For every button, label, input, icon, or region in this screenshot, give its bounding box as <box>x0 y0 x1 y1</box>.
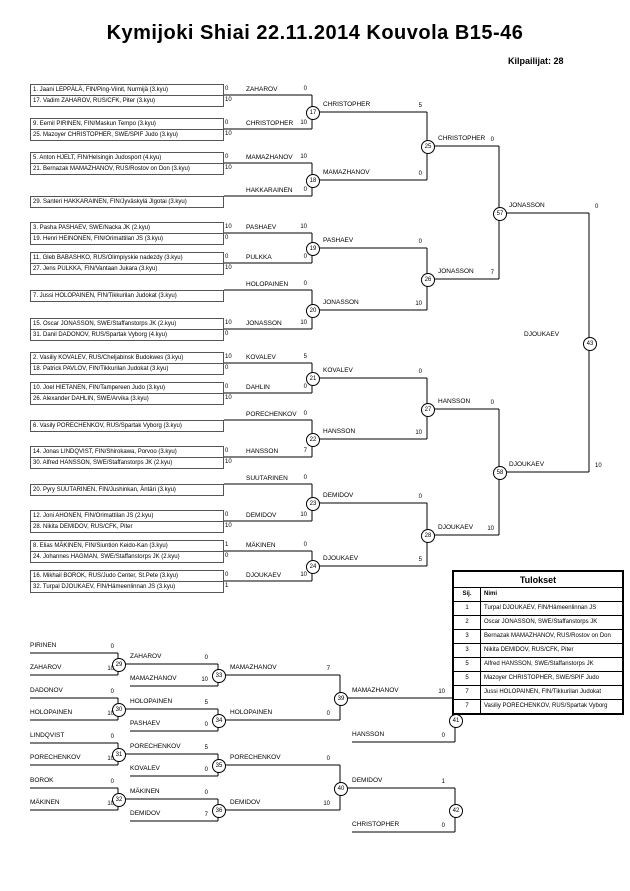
match-circle: 40 <box>334 782 348 796</box>
match-score: 10 <box>300 320 307 326</box>
result-name: Vasiliy PORECHENKOV, RUS/Spartak Vyborg <box>484 703 608 709</box>
match-circle: 36 <box>212 804 226 818</box>
result-name: Bernazak MAMAZHANOV, RUS/Rostov on Don <box>484 633 611 639</box>
repechage-entry: KOVALEV <box>130 765 160 772</box>
match-score: 0 <box>326 711 330 717</box>
match-score: 0 <box>490 137 494 143</box>
box-score: 0 <box>225 154 229 160</box>
player-box: 9. Eemil PIRINEN, FIN/Maskun Tempo (3.kyu) <box>30 118 224 130</box>
player-box: 10. Joel HIETANEN, FIN/Tampereen Judo (3.kyu) <box>30 382 224 394</box>
player-box: 31. Danil DADONOV, RUS/Spartak Vyborg (4.kyu) <box>30 329 224 341</box>
match-circle: 27 <box>421 403 435 417</box>
box-score: 10 <box>225 165 232 171</box>
match-score: 1 <box>441 779 445 785</box>
match-circle: 58 <box>493 466 507 480</box>
match-score: 0 <box>204 767 208 773</box>
box-score: 10 <box>225 131 232 137</box>
match-score: 10 <box>595 463 602 469</box>
result-name: Alfred HANSSON, SWE/Staffanstorps JK <box>484 661 594 667</box>
match-score: 0 <box>303 384 307 390</box>
match-score: 0 <box>204 655 208 661</box>
winner-label: JONASSON <box>509 202 545 209</box>
match-score: 0 <box>110 689 114 695</box>
match-score: 10 <box>487 526 494 532</box>
result-name: Turpal DJOUKAEV, FIN/Hämeenlinnan JS <box>484 605 597 611</box>
winner-label: PORECHENKOV <box>130 743 181 750</box>
champion-label: DJOUKAEV <box>524 331 560 338</box>
box-score: 10 <box>225 97 232 103</box>
match-score: 0 <box>418 494 422 500</box>
match-circle: 39 <box>334 692 348 706</box>
winner-label: JONASSON <box>438 268 474 275</box>
match-score: 5 <box>303 354 307 360</box>
player-box: 18. Patrick PAVLOV, FIN/Tikkurilan Judokat (3.kyu) <box>30 363 224 375</box>
winner-label: PORECHENKOV <box>246 411 297 418</box>
player-box: 26. Alexander DAHLIN, SWE/Arvika (3.kyu) <box>30 393 224 405</box>
match-circle: 19 <box>306 242 320 256</box>
match-score: 10 <box>300 224 307 230</box>
match-score: 10 <box>201 677 208 683</box>
result-rank: 3 <box>454 644 481 657</box>
box-score: 10 <box>225 265 232 271</box>
box-score: 0 <box>225 331 229 337</box>
box-score: 10 <box>225 523 232 529</box>
match-circle: 24 <box>306 560 320 574</box>
match-score: 0 <box>418 369 422 375</box>
repechage-name: PIRINEN <box>30 642 57 649</box>
results-table <box>452 570 624 715</box>
winner-label: CHRISTOPHER <box>246 120 294 127</box>
repechage-name: DADONOV <box>30 687 63 694</box>
box-score: 0 <box>225 384 229 390</box>
match-circle: 33 <box>212 669 226 683</box>
results-header-row <box>454 587 622 601</box>
box-score: 10 <box>225 224 232 230</box>
match-score: 0 <box>303 542 307 548</box>
winner-label: DJOUKAEV <box>246 572 282 579</box>
match-circle: 25 <box>421 140 435 154</box>
winner-label: CHRISTOPHER <box>323 101 371 108</box>
player-box: 29. Santeri HAKKARAINEN, FIN/Jyväskylä JIgotai (3.kyu) <box>30 196 224 208</box>
winner-label: DJOUKAEV <box>438 524 474 531</box>
match-score: 5 <box>418 557 422 563</box>
match-score: 10 <box>300 572 307 578</box>
results-header-rank: Sij. <box>454 588 481 601</box>
match-score: 5 <box>418 103 422 109</box>
player-box: 32. Turpal DJOUKAEV, FIN/Hämeenlinnan JS (3.kyu) <box>30 581 224 593</box>
match-score: 10 <box>107 711 114 717</box>
winner-label: DAHLIN <box>246 384 270 391</box>
match-circle: 31 <box>112 748 126 762</box>
table-row <box>454 657 622 671</box>
winner-label: SUUTARINEN <box>246 475 288 482</box>
match-circle: 21 <box>306 372 320 386</box>
table-row <box>454 629 622 643</box>
match-score: 7 <box>204 812 208 818</box>
player-box: 30. Alfred HANSSON, SWE/Staffanstorps JK (2.kyu) <box>30 457 224 469</box>
player-box: 19. Henri HEINONEN, FIN/Orimattilan JS (3.kyu) <box>30 233 224 245</box>
match-score: 0 <box>303 411 307 417</box>
winner-label: MÄKINEN <box>130 788 160 795</box>
match-score: 10 <box>107 801 114 807</box>
match-circle: 34 <box>212 714 226 728</box>
results-title: Tulokset <box>519 575 557 585</box>
match-score: 0 <box>110 779 114 785</box>
repechage-name: BOROK <box>30 777 54 784</box>
box-score: 10 <box>225 320 232 326</box>
repechage-name: MÄKINEN <box>30 799 60 806</box>
winner-label: HOLOPAINEN <box>246 281 289 288</box>
winner-label: ZAHAROV <box>130 653 162 660</box>
match-circle: 17 <box>306 106 320 120</box>
player-box: 6. Vasily PORECHENKOV, RUS/Spartak Vyborg (3.kyu) <box>30 420 224 432</box>
box-score: 0 <box>225 86 229 92</box>
box-score: 0 <box>225 365 229 371</box>
player-box: 20. Pyry SUUTARINEN, FIN/Jushinkan, Äntäri (3.kyu) <box>30 484 224 496</box>
box-score: 0 <box>225 553 229 559</box>
result-name: Nikita DEMIDOV, RUS/CFK, Piter <box>484 647 574 653</box>
winner-label: DJOUKAEV <box>509 461 545 468</box>
table-row <box>454 699 622 713</box>
winner-label: PULKKA <box>246 254 272 261</box>
match-score: 10 <box>300 512 307 518</box>
repechage-entry: HANSSON <box>352 731 385 738</box>
winner-label: HANSSON <box>438 398 471 405</box>
match-circle: 23 <box>306 497 320 511</box>
match-circle: 32 <box>112 793 126 807</box>
player-box: 24. Johannes HAGMAN, SWE/Staffanstorps JK (2.kyu) <box>30 551 224 563</box>
box-score: 1 <box>225 583 229 589</box>
box-score: 0 <box>225 235 229 241</box>
match-circle: 42 <box>449 804 463 818</box>
winner-label: MÄKINEN <box>246 542 276 549</box>
match-circle: 57 <box>493 207 507 221</box>
result-name: Oscar JONASSON, SWE/Staffanstorps JK <box>484 619 598 625</box>
match-score: 7 <box>490 270 494 276</box>
table-row <box>454 643 622 657</box>
match-circle: 26 <box>421 273 435 287</box>
player-box: 5. Anton HJELT, FIN/Helsingin Judosport (4.kyu) <box>30 152 224 164</box>
winner-label: MAMAZHANOV <box>352 687 399 694</box>
winner-label: DEMIDOV <box>323 492 354 499</box>
repechage-entry: CHRISTOPHER <box>352 821 400 828</box>
match-score: 0 <box>490 400 494 406</box>
winner-label: KOVALEV <box>246 354 276 361</box>
match-circle: 30 <box>112 703 126 717</box>
player-box: 27. Jens PULKKA, FIN/Vantaan Jukara (3.kyu) <box>30 263 224 275</box>
match-score: 10 <box>415 301 422 307</box>
repechage-entry: PASHAEV <box>130 720 161 727</box>
winner-label: JONASSON <box>246 320 282 327</box>
box-score: 10 <box>225 459 232 465</box>
winner-label: PASHAEV <box>323 237 354 244</box>
player-box: 17. Vadim ZAHAROV, RUS/CFK, Piter (3.kyu) <box>30 95 224 107</box>
result-rank: 7 <box>454 700 481 713</box>
winner-label: HOLOPAINEN <box>230 709 273 716</box>
box-score: 0 <box>225 572 229 578</box>
match-circle: 41 <box>449 714 463 728</box>
player-box: 28. Nikita DEMIDOV, RUS/CFK, Piter <box>30 521 224 533</box>
player-box: 25. Mazoyer CHRISTOPHER, SWE/SPIF Judo (3.kyu) <box>30 129 224 141</box>
winner-label: JONASSON <box>323 299 359 306</box>
winner-label: DJOUKAEV <box>323 555 359 562</box>
winner-label: KOVALEV <box>323 367 353 374</box>
player-box: 1. Jaani LEPPÄLÄ, FIN/Ping-Viinit, Nurmijä (3.kyu) <box>30 84 224 96</box>
box-score: 10 <box>225 354 232 360</box>
match-score: 7 <box>326 666 330 672</box>
winner-label: HAKKARAINEN <box>246 187 293 194</box>
repechage-name: LINDQVIST <box>30 732 65 739</box>
repechage-name: HOLOPAINEN <box>30 709 73 716</box>
box-score: 0 <box>225 448 229 454</box>
match-score: 7 <box>303 448 307 454</box>
winner-label: MAMAZHANOV <box>230 664 277 671</box>
repechage-entry: DEMIDOV <box>130 810 161 817</box>
player-box: 2. Vasiliy KOVALEV, RUS/Cheljabinsk Budokwes (3.kyu) <box>30 352 224 364</box>
repechage-name: ZAHAROV <box>30 664 62 671</box>
match-score: 0 <box>110 734 114 740</box>
winner-label: HOLOPAINEN <box>130 698 173 705</box>
player-box: 14. Jonas LINDQVIST, FIN/Shirokawa, Porvoo (3.kyu) <box>30 446 224 458</box>
result-rank: 2 <box>454 616 481 629</box>
box-score: 0 <box>225 512 229 518</box>
match-score: 10 <box>107 756 114 762</box>
winner-label: PASHAEV <box>246 224 277 231</box>
winner-label: HANSSON <box>246 448 279 455</box>
table-row <box>454 601 622 615</box>
table-row <box>454 685 622 699</box>
player-box: 3. Pasha PASHAEV, SWE/Nacka JK (2.kyu) <box>30 222 224 234</box>
winner-label: HANSSON <box>323 428 356 435</box>
box-score: 0 <box>225 254 229 260</box>
result-rank: 1 <box>454 602 481 615</box>
competitors-count: Kilpailijat: 28 <box>508 56 564 66</box>
result-rank: 3 <box>454 630 481 643</box>
winner-label: CHRISTOPHER <box>438 135 486 142</box>
winner-label: MAMAZHANOV <box>323 169 370 176</box>
winner-label: DEMIDOV <box>246 512 277 519</box>
match-score: 0 <box>303 475 307 481</box>
result-rank: 7 <box>454 686 481 699</box>
match-score: 0 <box>303 281 307 287</box>
match-score: 0 <box>326 756 330 762</box>
match-circle: 43 <box>583 337 597 351</box>
result-name: Mazoyer CHRISTOPHER, SWE/SPIF Judo <box>484 675 599 681</box>
winner-label: MAMAZHANOV <box>246 154 293 161</box>
player-box: 12. Joni AHONEN, FIN/Orimattilan JS (2.kyu) <box>30 510 224 522</box>
repechage-entry: MAMAZHANOV <box>130 675 177 682</box>
results-header-name: Nimi <box>484 591 498 597</box>
match-circle: 22 <box>306 433 320 447</box>
match-score: 0 <box>595 204 599 210</box>
match-score: 0 <box>110 644 114 650</box>
match-score: 5 <box>204 745 208 751</box>
match-score: 0 <box>441 733 445 739</box>
match-score: 0 <box>418 171 422 177</box>
winner-label: PORECHENKOV <box>230 754 281 761</box>
match-circle: 29 <box>112 658 126 672</box>
match-circle: 18 <box>306 174 320 188</box>
box-score: 0 <box>225 120 229 126</box>
match-score: 10 <box>300 120 307 126</box>
match-score: 0 <box>441 823 445 829</box>
match-circle: 35 <box>212 759 226 773</box>
match-score: 10 <box>107 666 114 672</box>
winner-label: DEMIDOV <box>230 799 261 806</box>
box-score: 10 <box>225 395 232 401</box>
player-box: 21. Bernazak MAMAZHANOV, RUS/Rostov on Don (3.kyu) <box>30 163 224 175</box>
repechage-name: PORECHENKOV <box>30 754 81 761</box>
match-score: 0 <box>418 239 422 245</box>
player-box: 15. Oscar JONASSON, SWE/Staffanstorps JK (2.kyu) <box>30 318 224 330</box>
match-score: 10 <box>323 801 330 807</box>
page-title: Kymijoki Shiai 22.11.2014 Kouvola B15-46 <box>106 22 524 44</box>
player-box: 16. Mikhail BOROK, RUS/Judo Center, St.Pete (3.kyu) <box>30 570 224 582</box>
table-row <box>454 615 622 629</box>
player-box: 7. Jussi HOLOPAINEN, FIN/Tikkurilan Judokat (3.kyu) <box>30 290 224 302</box>
match-circle: 20 <box>306 304 320 318</box>
winner-label: DEMIDOV <box>352 777 383 784</box>
player-box: 8. Elias MÄKINEN, FIN/Siuntion Keido-Kan (3.kyu) <box>30 540 224 552</box>
match-score: 10 <box>300 154 307 160</box>
table-row <box>454 671 622 685</box>
box-score: 1 <box>225 542 229 548</box>
match-score: 10 <box>438 689 445 695</box>
result-rank: 5 <box>454 658 481 671</box>
match-score: 0 <box>303 254 307 260</box>
player-box: 11. Gleb BABASHKO, RUS/Olimpiyskie nadezdy (3.kyu) <box>30 252 224 264</box>
result-rank: 5 <box>454 672 481 685</box>
match-circle: 28 <box>421 529 435 543</box>
match-score: 0 <box>303 187 307 193</box>
match-score: 10 <box>415 430 422 436</box>
winner-label: ZAHAROV <box>246 86 278 93</box>
match-score: 0 <box>204 722 208 728</box>
result-name: Jussi HOLOPAINEN, FIN/Tikkurilan Judokat <box>484 689 602 695</box>
match-score: 5 <box>204 700 208 706</box>
match-score: 0 <box>204 790 208 796</box>
match-score: 0 <box>303 86 307 92</box>
